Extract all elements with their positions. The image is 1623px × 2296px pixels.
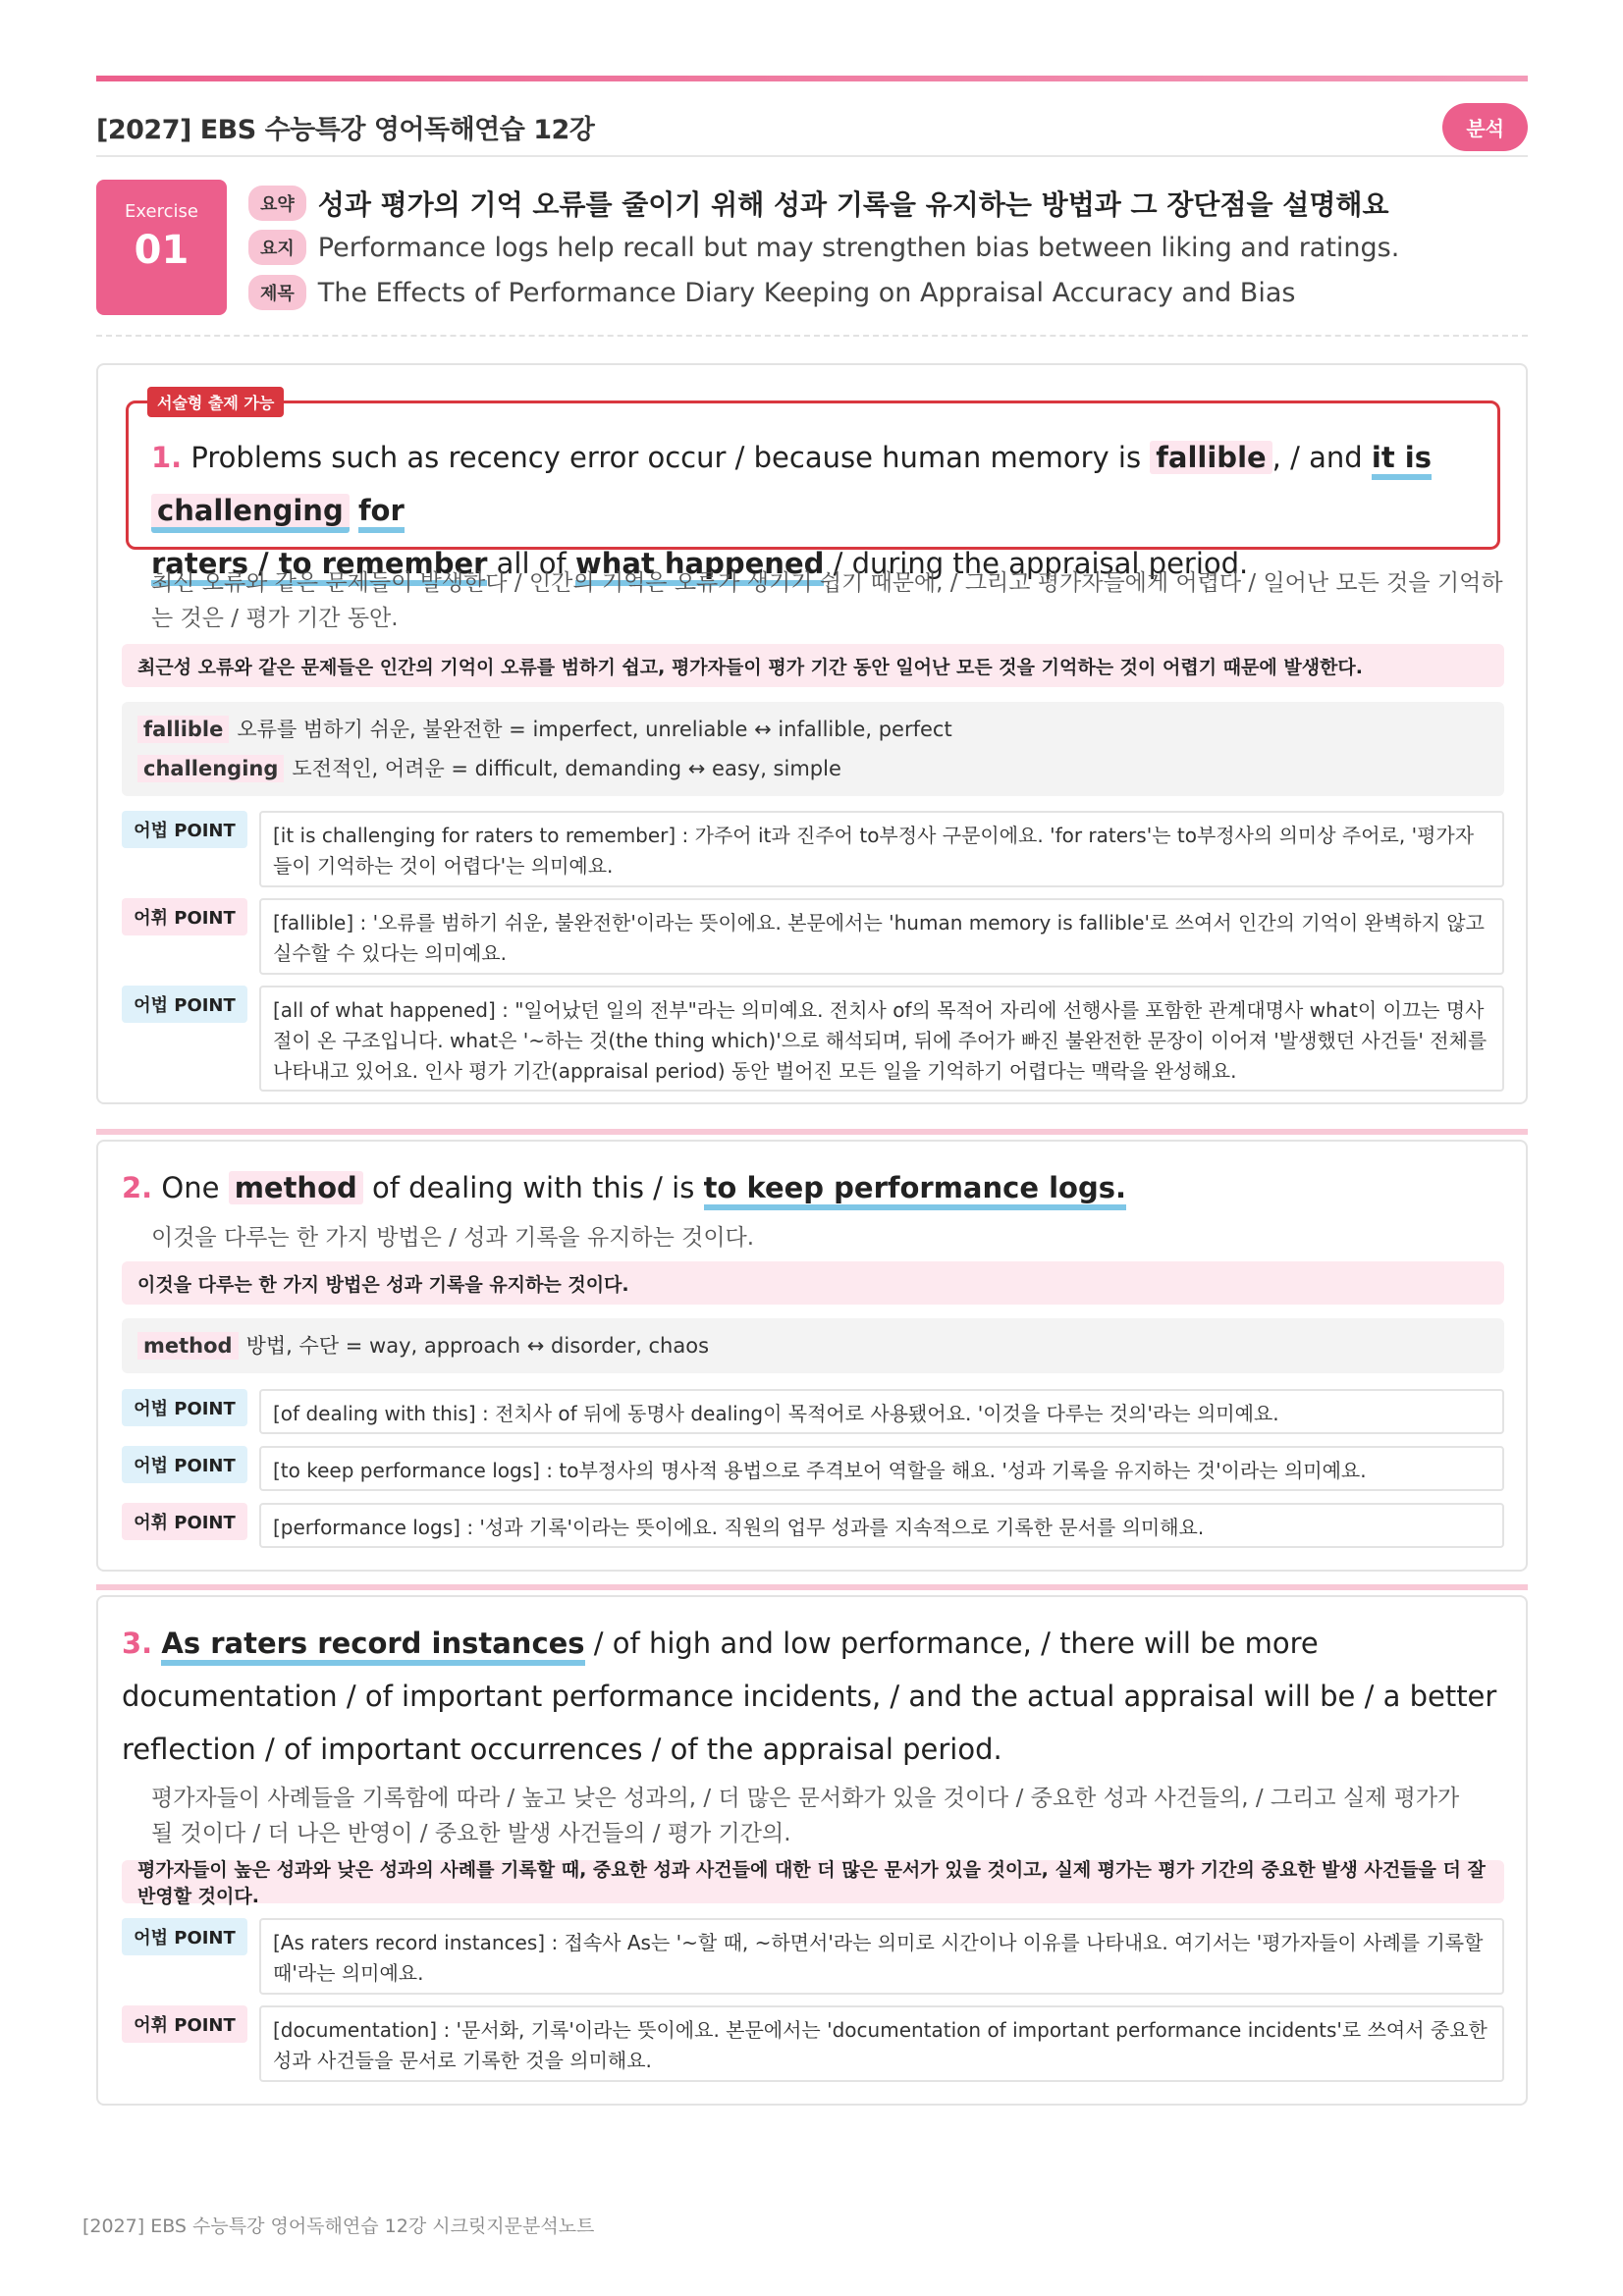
interpretation-3: 평가자들이 높은 성과와 낮은 성과의 사례를 기록할 때, 중요한 성과 사건들에 대한 더 많은 문서가 있을 것이고, 실제 평가는 평가 기간의 중요한 발생 사건들을 더 잘 반영할 것이다. [122, 1860, 1504, 1903]
grammar-point-tag: 어법 POINT [122, 1918, 247, 1955]
grammar-underline: what happened [575, 547, 824, 586]
grammar-point-tag: 어법 POINT [122, 986, 247, 1023]
point-text: [performance logs] : '성과 기록'이라는 뜻이에요. 직원의 업무 성과를 지속적으로 기록한 문서를 의미해요. [259, 1503, 1504, 1548]
page-header [96, 98, 1528, 157]
vocab-meaning: 오류를 범하기 쉬운, 불완전한 = imperfect, unreliable ↔ infallible, perfect [237, 718, 952, 741]
grammar-point-tag: 어법 POINT [122, 811, 247, 848]
top-accent-bar [96, 76, 1528, 81]
sentence-card-3 [96, 1595, 1528, 2106]
korean-translation-2: 이것을 다루는 한 가지 방법은 / 성과 기록을 유지하는 것이다. [151, 1225, 755, 1251]
grammar-underline: raters / to remember [151, 547, 487, 586]
point-text: [fallible] : '오류를 범하기 쉬운, 불완전한'이라는 뜻이에요. 본문에서는 'human memory is fallible'로 쓰여서 인간의 기억이 완벽하지 않고 실수할 수 있다는 의미예요. [259, 898, 1504, 975]
vocab-item [137, 710, 1488, 749]
vocab-word: challenging [137, 755, 284, 782]
sentence-number: 3. [122, 1627, 153, 1660]
sentence-text: all of [487, 547, 575, 580]
sentence-number: 2. [122, 1171, 153, 1204]
grammar-point-tag: 어법 POINT [122, 1446, 247, 1483]
point-text: [all of what happened] : "일어났던 일의 전부"라는 의미예요. 전치사 of의 목적어 자리에 선행사를 포함한 관계대명사 what이 이끄는 명사절이 온 구조입니다. what은 '~하는 것(the thing which)'으로 해석되며, 뒤에 주어가 빠진 불완전한 문장이 이어져 '발생했던 사건들' 전체를 나타내고 있어요. 인사 평가 기간(appraisal period) 동안 벌어진 모든 일을 기억하기 어렵다는 맥락을 완성해요. [259, 986, 1504, 1092]
grammar-underline: for [358, 494, 405, 533]
point-text: [to keep performance logs] : to부정사의 명사적 용법으로 주격보어 역할을 해요. '성과 기록을 유지하는 것'이라는 의미예요. [259, 1446, 1504, 1491]
gist-row [248, 230, 1399, 265]
page-title: [2027] EBS 수능특강 영어독해연습 12강 [96, 114, 595, 145]
vocab-point-tag: 어휘 POINT [122, 1503, 247, 1540]
grammar-underline: it is [1372, 441, 1432, 480]
vocab-meaning: 도전적인, 어려운 = difficult, demanding ↔ easy, simple [292, 757, 841, 780]
vocab-highlight: fallible [1150, 441, 1271, 474]
point-text: [As raters record instances] : 접속사 As는 '~할 때, ~하면서'라는 의미로 시간이나 이유를 나타내요. 여기서는 '평가자들이 사례를 기록할 때'라는 의미예요. [259, 1918, 1504, 1995]
vocab-point-tag: 어휘 POINT [122, 898, 247, 935]
sentence-card-1 [96, 363, 1528, 1104]
point-text: [of dealing with this] : 전치사 of 뒤에 동명사 dealing이 목적어로 사용됐어요. '이것을 다루는 것의'라는 의미예요. [259, 1389, 1504, 1434]
title-tag: 제목 [248, 275, 306, 310]
sentence-text: , / and [1271, 441, 1372, 474]
analysis-badge[interactable]: 분석 [1442, 103, 1528, 151]
section-divider [96, 1129, 1528, 1135]
summary-row [248, 184, 1389, 223]
korean-translation-3: 평가자들이 사례들을 기록함에 따라 / 높고 낮은 성과의, / 더 많은 문서화가 있을 것이다 / 중요한 성과 사건들의, / 그리고 실제 평가가 될 것이다 / 더 나은 반영이 / 중요한 발생 사건들의 / 평가 기간의. [151, 1786, 1460, 1846]
sentence-text: Problems such as recency error occur / because human memory is [182, 441, 1151, 474]
sentence-text: / during the appraisal period. [824, 547, 1249, 580]
sentence-text: of dealing with this / is [362, 1171, 704, 1204]
page-footer: [2027] EBS 수능특강 영어독해연습 12강 시크릿지문분석노트 [82, 2216, 595, 2237]
summary-text: 성과 평가의 기억 오류를 줄이기 위해 성과 기록을 유지하는 방법과 그 장단점을 설명해요 [317, 188, 1389, 221]
exercise-number: 01 [134, 228, 189, 273]
sentence-number: 1. [151, 441, 183, 474]
point-text: [documentation] : '문서화, 기록'이라는 뜻이에요. 본문에서는 'documentation of important performance incidents'로 쓰여서 중요한 성과 사건들을 문서로 기록한 것을 의미해요. [259, 2005, 1504, 2082]
interpretation-1: 최근성 오류와 같은 문제들은 인간의 기억이 오류를 범하기 쉽고, 평가자들이 평가 기간 동안 일어난 모든 것을 기억하는 것이 어렵기 때문에 발생한다. [122, 644, 1504, 687]
sentence-card-2 [96, 1140, 1528, 1572]
grammar-underline: to keep performance logs. [704, 1171, 1126, 1210]
exercise-badge [96, 180, 227, 315]
vocab-meaning: 방법, 수단 = way, approach ↔ disorder, chaos [245, 1334, 710, 1358]
exercise-label: Exercise [125, 201, 198, 222]
english-sentence-2 [122, 1161, 1496, 1214]
gist-tag: 요지 [248, 230, 306, 265]
vocab-word: fallible [137, 716, 229, 743]
vocab-box-2 [122, 1318, 1504, 1373]
writing-tag: 서술형 출제 가능 [147, 387, 284, 417]
vocab-highlight: method [229, 1171, 363, 1204]
sentence-text: / of high and low performance, / there will be more documentation / of important performance incidents, / and the actual appraisal will be / a better reflection / of important occurrences / of the appraisal period. [122, 1627, 1497, 1766]
vocab-item [137, 749, 1488, 788]
vocab-item [137, 1326, 1488, 1365]
english-sentence-3 [122, 1617, 1506, 1776]
interpretation-2: 이것을 다루는 한 가지 방법은 성과 기록을 유지하는 것이다. [122, 1261, 1504, 1305]
korean-translation-1: 최신 오류와 같은 문제들이 발생한다 / 인간의 기억은 오류가 생기기 쉽기 때문에, / 그리고 평가자들에게 어렵다 / 일어난 모든 것을 기억하는 것은 / 평가 기간 동안. [151, 570, 1503, 631]
vocab-word: method [137, 1332, 239, 1360]
grammar-point-tag: 어법 POINT [122, 1389, 247, 1426]
grammar-underline: As raters record instances [161, 1627, 584, 1666]
vocab-box-1 [122, 702, 1504, 796]
summary-tag: 요약 [248, 186, 306, 221]
summary-section [96, 180, 1528, 337]
point-text: [it is challenging for raters to remember] : 가주어 it과 진주어 to부정사 구문이에요. 'for raters'는 to부정사의 의미상 주어로, '평가자들이 기억하는 것이 어렵다'는 의미예요. [259, 811, 1504, 887]
vocab-point-tag: 어휘 POINT [122, 2005, 247, 2043]
title-text: The Effects of Performance Diary Keeping on Appraisal Accuracy and Bias [317, 277, 1296, 308]
vocab-highlight: challenging [151, 494, 350, 533]
sentence-text: One [152, 1171, 229, 1204]
gist-text: Performance logs help recall but may strengthen bias between liking and ratings. [317, 232, 1400, 263]
title-row [248, 275, 1295, 310]
section-divider [96, 1584, 1528, 1590]
